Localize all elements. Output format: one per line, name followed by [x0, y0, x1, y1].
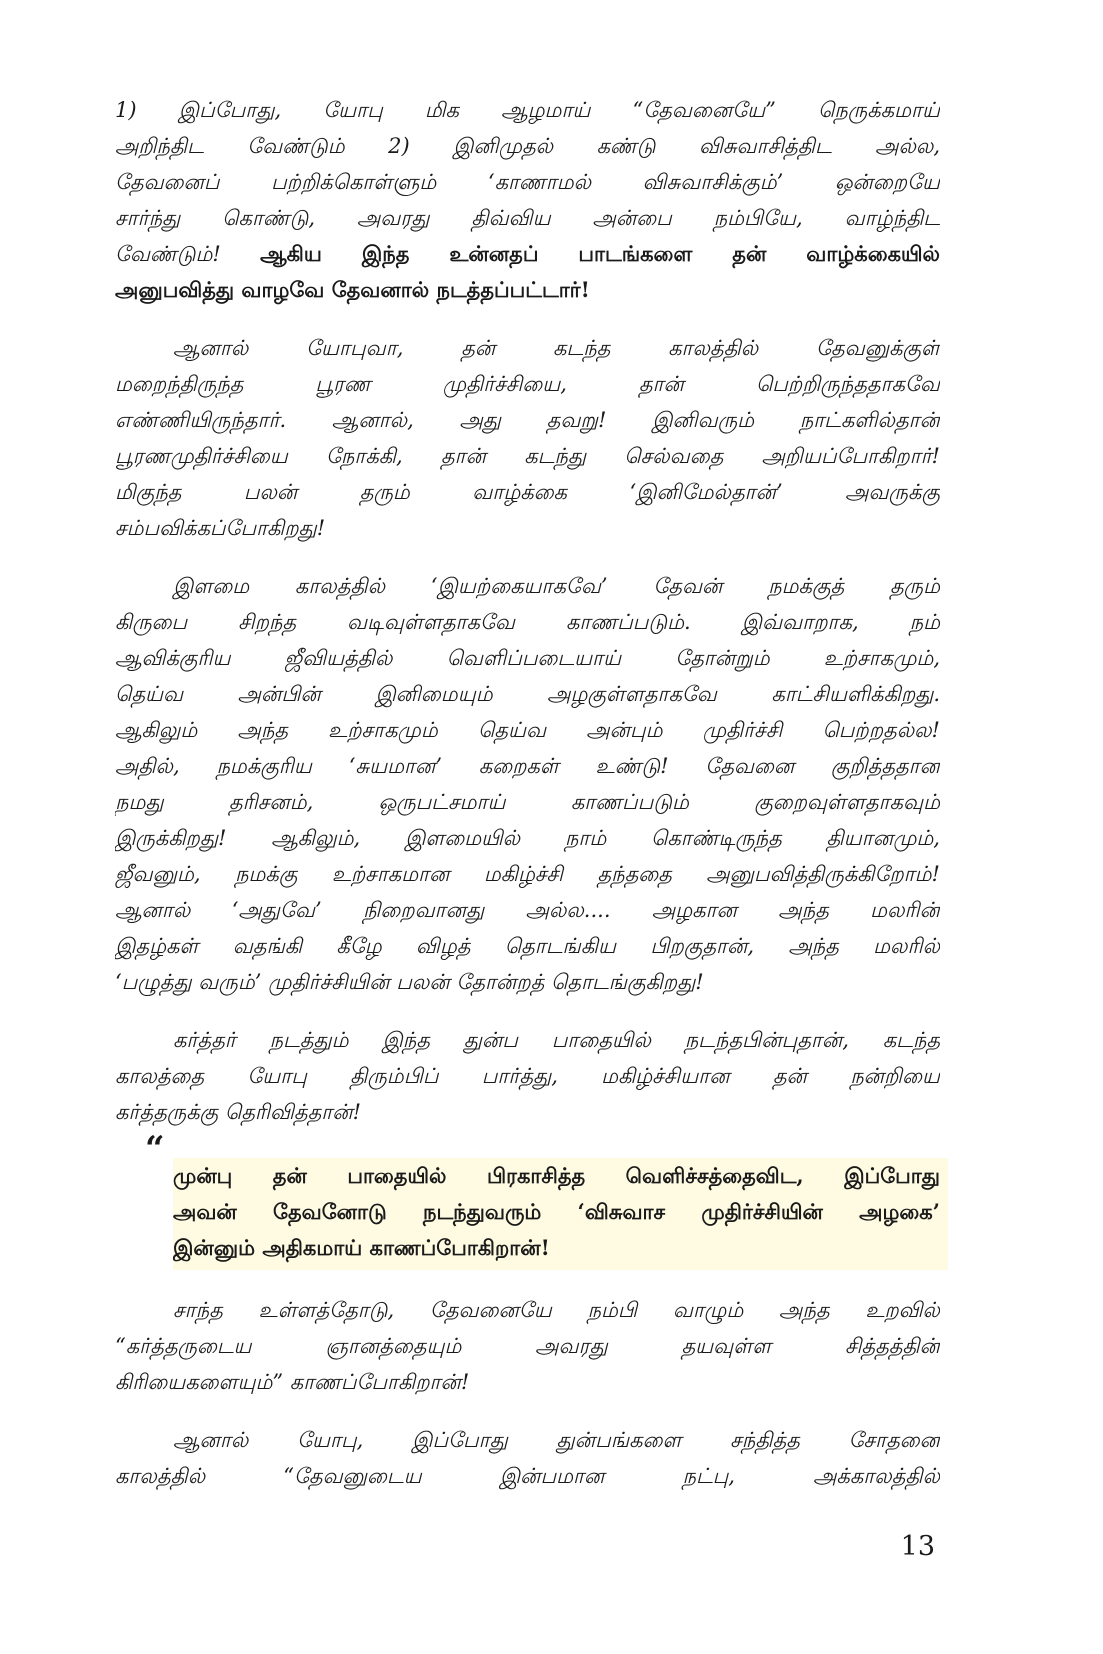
text-line: ஜீவனும், நமக்கு உற்சாகமான மகிழ்ச்சி தந்ததை அனுபவித்திருக்கிறோம்! — [115, 862, 940, 886]
page-body — [115, 92, 940, 1516]
paragraph-1 — [115, 92, 940, 308]
paragraph-6 — [115, 1422, 940, 1494]
text-line: ஆனால் யோபுவா, தன் கடந்த காலத்தில் தேவனுக்குள் — [173, 336, 940, 360]
text-line: இளமை காலத்தில் ‘இயற்கையாகவே’ தேவன் நமக்குத் தரும் — [173, 574, 940, 598]
text-line: தெய்வ அன்பின் இனிமையும் அழகுள்ளதாகவே காட்சியளிக்கிறது. — [115, 682, 940, 706]
text-line: நமது தரிசனம், ஒருபட்சமாய் காணப்படும் குறைவுள்ளதாகவும் — [115, 790, 940, 814]
page-number: 13 — [900, 1531, 935, 1562]
text-line: கர்த்தருக்கு தெரிவித்தான்! — [115, 1100, 362, 1124]
bold-text-line: அனுபவித்து வாழவே தேவனால் நடத்தப்பட்டார்! — [115, 277, 590, 302]
text-line: சாந்த உள்ளத்தோடு, தேவனையே நம்பி வாழும் அந்த உறவில் — [173, 1298, 940, 1322]
quote-line: முன்பு தன் பாதையில் பிரகாசித்த வெளிச்சத்தைவிட, இப்போது — [173, 1163, 940, 1188]
text-line: அறிந்திட வேண்டும் 2) இனிமுதல் கண்டு விசுவாசித்திட அல்ல, — [115, 134, 940, 158]
text-line: கிரியைகளையும்” காணப்போகிறான்! — [115, 1370, 470, 1394]
text-line: இதழ்கள் வதங்கி கீழே விழத் தொடங்கிய பிறகுதான், அந்த மலரில் — [115, 934, 940, 958]
text-line: சம்பவிக்கப்போகிறது! — [115, 516, 326, 540]
text-line: மறைந்திருந்த பூரண முதிர்ச்சியை, தான் பெற்றிருந்ததாகவே — [115, 372, 940, 396]
text-line: ஆனால் ‘அதுவே’ நிறைவானது அல்ல.... அழகான அந்த மலரின் — [115, 898, 940, 922]
paragraph-4 — [115, 1022, 940, 1130]
text-line: ஆகிலும் அந்த உற்சாகமும் தெய்வ அன்பும் முதிர்ச்சி பெற்றதல்ல! — [115, 718, 940, 742]
text-line: ஆனால் யோபு, இப்போது துன்பங்களை சந்தித்த சோதனை — [173, 1428, 940, 1452]
quote-mark-icon: “ — [145, 1134, 165, 1158]
text-line: கிருபை சிறந்த வடிவுள்ளதாகவே காணப்படும். இவ்வாறாக, நம் — [115, 610, 940, 634]
text-line: அதில், நமக்குரிய ‘சுயமான’ கறைகள் உண்டு! தேவனை குறித்ததான — [115, 754, 940, 778]
text-line: மிகுந்த பலன் தரும் வாழ்க்கை ‘இனிமேல்தான்’ அவருக்கு — [115, 480, 940, 504]
text-line: ஆவிக்குரிய ஜீவியத்தில் வெளிப்படையாய் தோன்றும் உற்சாகமும், — [115, 646, 940, 670]
text-line: 1) இப்போது, யோபு மிக ஆழமாய் “தேவனையே” நெருக்கமாய் — [115, 98, 940, 122]
text-fragment: வேண்டும்! — [115, 242, 221, 266]
text-line: “கர்த்தருடைய ஞானத்தையும் அவரது தயவுள்ள சித்தத்தின் — [115, 1334, 940, 1358]
text-line — [115, 236, 940, 272]
text-line: சார்ந்து கொண்டு, அவரது திவ்விய அன்பை நம்பியே, வாழ்ந்திட — [115, 206, 940, 230]
highlighted-quote — [173, 1158, 948, 1270]
paragraph-5 — [115, 1292, 940, 1400]
text-line: ‘பழுத்து வரும்’ முதிர்ச்சியின் பலன் தோன்றத் தொடங்குகிறது! — [115, 970, 704, 994]
text-line: கர்த்தர் நடத்தும் இந்த துன்ப பாதையில் நடந்தபின்புதான், கடந்த — [173, 1028, 940, 1052]
quote-line: அவன் தேவனோடு நடந்துவரும் ‘விசுவாச முதிர்ச்சியின் அழகை’ — [173, 1199, 940, 1224]
text-line: தேவனைப் பற்றிக்கொள்ளும் ‘காணாமல் விசுவாசிக்கும்’ ஒன்றையே — [115, 170, 940, 194]
text-line: காலத்தில் “தேவனுடைய இன்பமான நட்பு, அக்காலத்தில் — [115, 1464, 940, 1488]
text-line: காலத்தை யோபு திரும்பிப் பார்த்து, மகிழ்ச்சியான தன் நன்றியை — [115, 1064, 940, 1088]
text-line: பூரணமுதிர்ச்சியை நோக்கி, தான் கடந்து செல்வதை அறியப்போகிறார்! — [115, 444, 940, 468]
bold-text-fragment: ஆகிய இந்த உன்னதப் பாடங்களை தன் வாழ்க்கையில் — [260, 241, 940, 266]
text-line: எண்ணியிருந்தார். ஆனால், அது தவறு! இனிவரும் நாட்களில்தான் — [115, 408, 940, 432]
paragraph-3 — [115, 568, 940, 1000]
quote-line: இன்னும் அதிகமாய் காணப்போகிறான்! — [173, 1235, 550, 1260]
text-line: இருக்கிறது! ஆகிலும், இளமையில் நாம் கொண்டிருந்த தியானமும், — [115, 826, 940, 850]
paragraph-2 — [115, 330, 940, 546]
